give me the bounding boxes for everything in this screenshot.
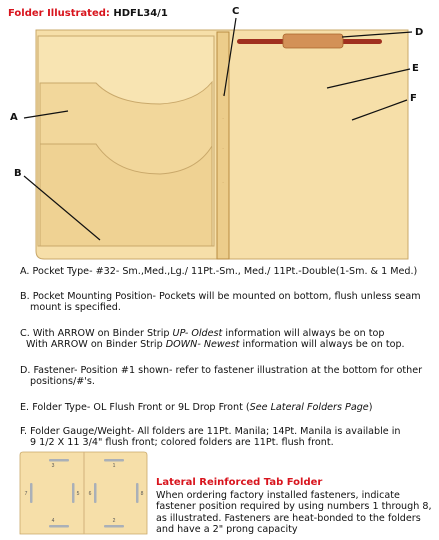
folder-illustration [0, 0, 439, 262]
svg-text:·: · [222, 146, 224, 151]
position-8: 8 [140, 491, 144, 497]
note-letter: C. [20, 328, 30, 339]
note-text: Pocket Mounting Position- Pockets will be mounted on bottom, flush unless seam [32, 291, 421, 302]
note-letter: A. [20, 266, 30, 277]
svg-text:↑: ↑ [222, 92, 224, 97]
note-letter: E. [20, 402, 30, 413]
note-b [20, 291, 432, 314]
callout-b: B [14, 168, 22, 179]
callout-f: F [410, 93, 417, 104]
lateral-description: When ordering factory installed fasteners, indicate fastener position required by using numbers 1 through 8, as illustrated. Fasteners are heat-bonded to the folders and have a 2" prong capacity [156, 490, 432, 535]
note-text: ) [368, 402, 373, 413]
callout-e: E [412, 63, 419, 74]
note-f [20, 426, 432, 449]
position-3: 3 [51, 463, 55, 469]
note-text-cont: mount is specified. [30, 302, 121, 314]
note-emphasis: DOWN- Newest [165, 339, 240, 351]
note-a [20, 266, 432, 277]
note-text-cont: positions/#'s. [30, 376, 95, 388]
callout-c: C [232, 6, 240, 17]
note-letter: B. [20, 291, 30, 302]
svg-text:·: · [222, 116, 224, 121]
svg-text:·: · [222, 180, 224, 185]
caption-label: Folder Illustrated: [8, 8, 110, 19]
position-2: 2 [112, 518, 116, 524]
note-text: Fastener- Position #1 shown- refer to fastener illustration at the bottom for other [33, 365, 423, 376]
note-d [20, 365, 432, 388]
position-5: 5 [76, 491, 80, 497]
note-letter: D. [20, 365, 31, 376]
note-emphasis: UP- Oldest [172, 328, 223, 339]
position-1: 1 [112, 463, 116, 469]
note-text: Pocket Type- #32- Sm.,Med.,Lg./ 11Pt.-Sm., Med./ 11Pt.-Double(1-Sm. & 1 Med.) [32, 266, 418, 277]
callout-d: D [415, 27, 424, 38]
position-4: 4 [51, 518, 55, 524]
note-c [20, 328, 432, 351]
position-6: 6 [88, 491, 92, 497]
lateral-folder-thumbnail [18, 451, 149, 535]
caption-model: HDFL34/1 [113, 8, 168, 19]
note-text: Folder Type- OL Flush Front or 9L Drop Front ( [32, 402, 250, 413]
note-text: With ARROW on Binder Strip [26, 339, 166, 351]
note-text-cont: 9 1/2 X 11 3/4" flush front; colored folders are 11Pt. flush front. [30, 437, 334, 449]
note-letter: F. [20, 426, 28, 437]
note-emphasis: See Lateral Folders Page [249, 402, 369, 413]
note-text: Folder Gauge/Weight- All folders are 11Pt. Manila; 14Pt. Manila is available in [30, 426, 401, 437]
illustration-caption [8, 8, 168, 19]
note-text: information will always be on top. [239, 339, 405, 351]
position-7: 7 [24, 491, 28, 497]
callout-a: A [10, 112, 18, 123]
note-e [20, 402, 432, 413]
lateral-title: Lateral Reinforced Tab Folder [156, 477, 323, 488]
note-text: information will always be on top [222, 328, 385, 339]
note-text: With ARROW on Binder Strip [32, 328, 173, 339]
